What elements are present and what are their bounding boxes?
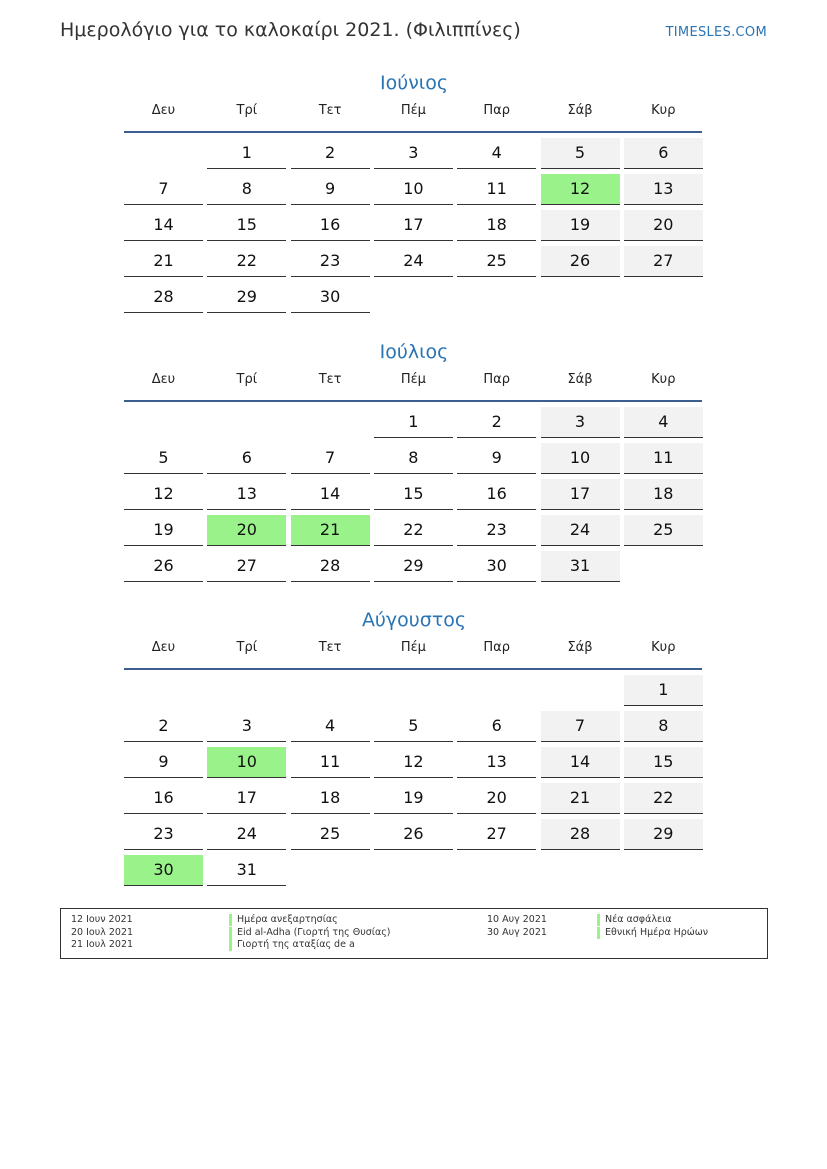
legend-holiday-name: Eid al-Adha (Γιορτή της Θυσίας) xyxy=(229,927,391,939)
weekday-header xyxy=(120,639,708,671)
legend-date: 21 Ιουλ 2021 xyxy=(71,939,134,950)
weekday-label: Δευ xyxy=(151,103,176,118)
day-cell: 28 xyxy=(291,551,370,582)
day-cell: 31 xyxy=(541,551,620,582)
day-cell: 13 xyxy=(457,747,536,778)
day-cell: 5 xyxy=(374,711,453,742)
weekday-label: Κυρ xyxy=(651,640,676,655)
day-cell: 28 xyxy=(124,282,203,313)
legend-holiday-name: Γιορτή της αταξίας de a xyxy=(229,939,355,951)
weekday-label: Τρί xyxy=(236,103,258,118)
weekday-label: Κυρ xyxy=(651,372,676,387)
day-cell: 28 xyxy=(541,819,620,850)
weekday-label: Πέμ xyxy=(400,640,426,655)
day-cell: 29 xyxy=(207,282,286,313)
day-cell: 5 xyxy=(541,138,620,169)
day-cell: 31 xyxy=(207,855,286,886)
day-cell: 17 xyxy=(541,479,620,510)
month-calendar xyxy=(120,607,708,879)
day-cell: 17 xyxy=(374,210,453,241)
day-cell: 25 xyxy=(624,515,703,546)
day-cell: 24 xyxy=(374,246,453,277)
day-cell: 13 xyxy=(624,174,703,205)
day-cell: 2 xyxy=(457,407,536,438)
day-cell: 27 xyxy=(457,819,536,850)
header-divider xyxy=(124,131,702,133)
day-cell: 26 xyxy=(124,551,203,582)
weekday-label: Δευ xyxy=(151,640,176,655)
day-cell: 27 xyxy=(624,246,703,277)
day-cell: 24 xyxy=(207,819,286,850)
holiday-day-cell: 12 xyxy=(541,174,620,205)
day-cell: 23 xyxy=(291,246,370,277)
day-cell: 25 xyxy=(457,246,536,277)
day-cell: 29 xyxy=(374,551,453,582)
day-cell: 9 xyxy=(291,174,370,205)
weekday-label: Τρί xyxy=(236,640,258,655)
day-cell: 3 xyxy=(207,711,286,742)
weekday-label: Πέμ xyxy=(400,372,426,387)
day-cell: 1 xyxy=(207,138,286,169)
day-cell: 15 xyxy=(374,479,453,510)
day-cell: 2 xyxy=(124,711,203,742)
day-cell: 7 xyxy=(541,711,620,742)
day-cell: 19 xyxy=(374,783,453,814)
day-cell: 4 xyxy=(291,711,370,742)
day-cell: 16 xyxy=(291,210,370,241)
day-cell: 4 xyxy=(624,407,703,438)
day-cell: 18 xyxy=(457,210,536,241)
day-cell: 2 xyxy=(291,138,370,169)
legend-holiday-name: Ημέρα ανεξαρτησίας xyxy=(229,914,338,926)
day-cell: 6 xyxy=(624,138,703,169)
weekday-label: Τετ xyxy=(318,372,342,387)
weekday-label: Πέμ xyxy=(400,103,426,118)
weekday-label: Δευ xyxy=(151,372,176,387)
day-cell: 15 xyxy=(624,747,703,778)
day-cell: 7 xyxy=(124,174,203,205)
day-cell: 21 xyxy=(124,246,203,277)
day-cell: 26 xyxy=(541,246,620,277)
day-cell: 3 xyxy=(541,407,620,438)
month-title: Ιούνιος xyxy=(379,72,449,94)
day-cell: 14 xyxy=(124,210,203,241)
day-cell: 16 xyxy=(457,479,536,510)
day-cell: 6 xyxy=(207,443,286,474)
weekday-label: Σάβ xyxy=(567,372,593,387)
day-cell: 6 xyxy=(457,711,536,742)
weekday-label: Παρ xyxy=(483,372,510,387)
day-cell: 14 xyxy=(291,479,370,510)
brand-link[interactable]: TIMESLES.COM xyxy=(665,25,767,40)
day-cell: 12 xyxy=(374,747,453,778)
day-cell: 30 xyxy=(457,551,536,582)
day-cell: 17 xyxy=(207,783,286,814)
day-cell: 24 xyxy=(541,515,620,546)
month-calendar xyxy=(120,70,708,306)
day-cell: 14 xyxy=(541,747,620,778)
legend-holiday-name: Εθνική Ημέρα Ηρώων xyxy=(597,927,708,939)
weekday-label: Παρ xyxy=(483,103,510,118)
weekday-label: Τετ xyxy=(318,640,342,655)
day-cell: 8 xyxy=(624,711,703,742)
month-title: Αύγουστος xyxy=(361,609,467,631)
day-cell: 27 xyxy=(207,551,286,582)
day-cell: 16 xyxy=(124,783,203,814)
day-cell: 20 xyxy=(624,210,703,241)
holiday-day-cell: 10 xyxy=(207,747,286,778)
month-calendar xyxy=(120,339,708,575)
day-cell: 20 xyxy=(457,783,536,814)
day-cell: 8 xyxy=(374,443,453,474)
day-cell: 12 xyxy=(124,479,203,510)
holiday-day-cell: 21 xyxy=(291,515,370,546)
day-cell: 11 xyxy=(624,443,703,474)
day-cell: 29 xyxy=(624,819,703,850)
holiday-day-cell: 20 xyxy=(207,515,286,546)
day-cell: 7 xyxy=(291,443,370,474)
day-cell: 23 xyxy=(457,515,536,546)
weekday-label: Σάβ xyxy=(567,103,593,118)
weekday-label: Παρ xyxy=(483,640,510,655)
day-cell: 30 xyxy=(291,282,370,313)
weekday-label: Τρί xyxy=(236,372,258,387)
day-cell: 18 xyxy=(291,783,370,814)
weekday-header xyxy=(120,102,708,134)
legend-date: 12 Ιουν 2021 xyxy=(71,914,133,925)
weekday-header xyxy=(120,371,708,403)
day-cell: 13 xyxy=(207,479,286,510)
header-divider xyxy=(124,400,702,402)
day-cell: 15 xyxy=(207,210,286,241)
holiday-legend xyxy=(60,908,768,959)
day-cell: 19 xyxy=(541,210,620,241)
weekday-label: Σάβ xyxy=(567,640,593,655)
day-cell: 25 xyxy=(291,819,370,850)
weekday-label: Κυρ xyxy=(651,103,676,118)
day-cell: 21 xyxy=(541,783,620,814)
legend-date: 20 Ιουλ 2021 xyxy=(71,927,134,938)
day-cell: 9 xyxy=(457,443,536,474)
day-cell: 9 xyxy=(124,747,203,778)
day-cell: 23 xyxy=(124,819,203,850)
day-cell: 18 xyxy=(624,479,703,510)
day-cell: 8 xyxy=(207,174,286,205)
day-cell: 26 xyxy=(374,819,453,850)
day-cell: 19 xyxy=(124,515,203,546)
header-divider xyxy=(124,668,702,670)
day-cell: 5 xyxy=(124,443,203,474)
day-cell: 22 xyxy=(624,783,703,814)
holiday-day-cell: 30 xyxy=(124,855,203,886)
day-cell: 1 xyxy=(624,675,703,706)
day-cell: 11 xyxy=(291,747,370,778)
day-cell: 1 xyxy=(374,407,453,438)
legend-holiday-name: Νέα ασφάλεια xyxy=(597,914,672,926)
page-title: Ημερολόγιο για το καλοκαίρι 2021. (Φιλιππίνες) xyxy=(60,19,521,41)
day-cell: 22 xyxy=(207,246,286,277)
legend-date: 10 Αυγ 2021 xyxy=(487,914,547,925)
legend-date: 30 Αυγ 2021 xyxy=(487,927,547,938)
day-cell: 11 xyxy=(457,174,536,205)
day-cell: 3 xyxy=(374,138,453,169)
day-cell: 10 xyxy=(541,443,620,474)
weekday-label: Τετ xyxy=(318,103,342,118)
day-cell: 10 xyxy=(374,174,453,205)
month-title: Ιούλιος xyxy=(379,341,449,363)
day-cell: 4 xyxy=(457,138,536,169)
day-cell: 22 xyxy=(374,515,453,546)
